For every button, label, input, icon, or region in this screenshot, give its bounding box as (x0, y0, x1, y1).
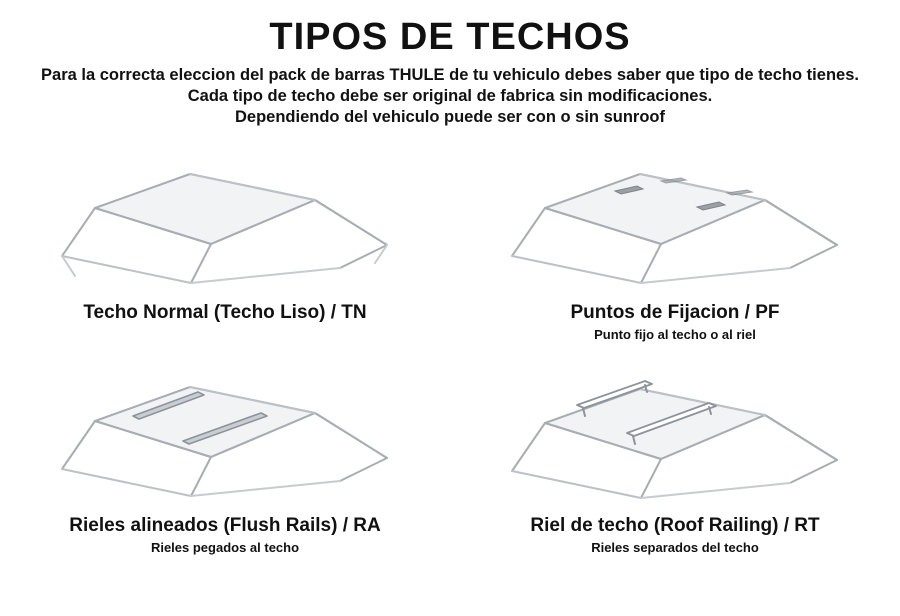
fixpoint-rear-right (727, 190, 752, 195)
roof-type-card-tn (0, 142, 450, 357)
car-roof-raised-railing-icon (465, 361, 885, 511)
roof-type-card-ra (0, 357, 450, 572)
roof-type-subcaption-pf: Punto fijo al techo o al riel (594, 327, 756, 342)
roof-type-card-pf (450, 142, 900, 357)
poster (0, 16, 900, 616)
roof-type-caption-tn: Techo Normal (Techo Liso) / TN (83, 302, 367, 323)
car-roof-plain-icon (15, 148, 435, 298)
subtitle-block (0, 65, 900, 128)
roof-types-grid (0, 142, 900, 572)
subtitle-line-1: Para la correcta eleccion del pack de barras THULE de tu vehiculo debes saber que tipo de techo tienes. (41, 66, 859, 84)
roof-type-caption-ra: Rieles alineados (Flush Rails) / RA (69, 515, 381, 536)
roof-type-subcaption-ra: Rieles pegados al techo (150, 540, 300, 555)
roof-type-subcaption-rt: Rieles separados del techo (591, 540, 759, 555)
roof-type-caption-rt: Riel de techo (Roof Railing) / RT (530, 515, 820, 536)
car-roof-fixpoints-icon (465, 148, 885, 298)
subtitle-line-2: Cada tipo de techo debe ser original de fabrica sin modificaciones. (187, 87, 713, 105)
roof-type-card-rt (450, 357, 900, 572)
subtitle-line-3: Dependiendo del vehiculo puede ser con o sin sunroof (235, 108, 665, 126)
roof-type-caption-pf: Puntos de Fijacion / PF (570, 302, 780, 323)
car-roof-flush-rails-icon (15, 361, 435, 511)
page-title: TIPOS DE TECHOS (269, 16, 631, 58)
